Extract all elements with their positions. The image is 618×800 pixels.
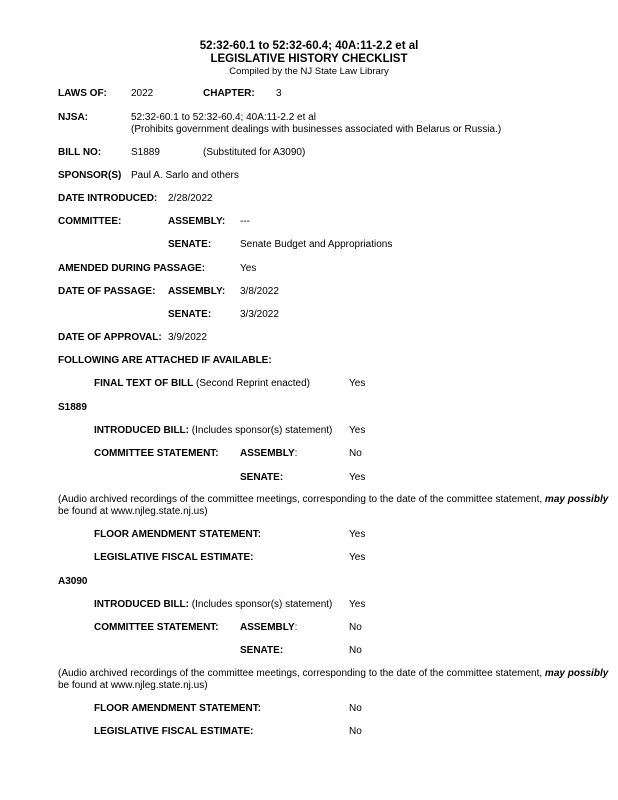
passage-senate-value: 3/3/2022	[240, 309, 279, 320]
s1889-fiscal-label: LEGISLATIVE FISCAL ESTIMATE:	[94, 552, 254, 563]
a3090-assembly-label-wrap	[240, 622, 297, 634]
committee-assembly-value: ---	[240, 216, 250, 227]
a3090-introduced-label: INTRODUCED BILL:	[94, 599, 189, 610]
final-text-value: Yes	[349, 378, 366, 389]
amended-value: Yes	[240, 263, 257, 274]
a3090-audio-note-line2: be found at www.njleg.state.nj.us)	[58, 680, 208, 691]
document-title: 52:32-60.1 to 52:32-60.4; 40A:11-2.2 et al	[199, 40, 419, 52]
a3090-committee-label: COMMITTEE STATEMENT:	[94, 622, 219, 633]
a3090-assembly-value: No	[349, 622, 362, 633]
s1889-committee-label: COMMITTEE STATEMENT:	[94, 448, 219, 459]
passage-assembly-value: 3/8/2022	[240, 286, 279, 297]
njsa-description: (Prohibits government dealings with businesses associated with Belarus or Russia.)	[131, 124, 502, 135]
committee-assembly-label: ASSEMBLY:	[168, 216, 226, 227]
final-text-row	[94, 378, 310, 390]
s1889-introduced-note: (Includes sponsor(s) statement)	[191, 425, 333, 436]
a3090-audio-note-line1	[58, 668, 608, 680]
date-introduced-value: 2/28/2022	[168, 193, 213, 204]
bill-no-label: BILL NO:	[58, 147, 102, 158]
bill-no-note: (Substituted for A3090)	[203, 147, 306, 158]
a3090-floor-label: FLOOR AMENDMENT STATEMENT:	[94, 703, 262, 714]
chapter-value: 3	[276, 88, 282, 99]
a3090-senate-label: SENATE:	[240, 645, 284, 656]
bill-no-value: S1889	[131, 147, 160, 158]
a3090-introduced-row	[94, 599, 332, 611]
s1889-assembly-value: No	[349, 448, 362, 459]
date-of-approval-label: DATE OF APPROVAL:	[58, 332, 162, 343]
a3090-fiscal-label: LEGISLATIVE FISCAL ESTIMATE:	[94, 726, 254, 737]
njsa-value: 52:32-60.1 to 52:32-60.4; 40A:11-2.2 et al	[131, 112, 316, 123]
s1889-introduced-label: INTRODUCED BILL:	[94, 425, 189, 436]
s1889-audio-note-text: (Audio archived recordings of the committee meetings, corresponding to the date of the committee statement,	[58, 494, 543, 505]
a3090-floor-value: No	[349, 703, 362, 714]
sponsors-value: Paul A. Sarlo and others	[131, 170, 239, 181]
sponsors-label: SPONSOR(S)	[58, 170, 122, 181]
a3090-fiscal-value: No	[349, 726, 362, 737]
amended-label: AMENDED DURING PASSAGE:	[58, 263, 206, 274]
document-subtitle: LEGISLATIVE HISTORY CHECKLIST	[210, 53, 408, 65]
date-of-approval-value: 3/9/2022	[168, 332, 207, 343]
s1889-floor-label: FLOOR AMENDMENT STATEMENT:	[94, 529, 262, 540]
s1889-senate-value: Yes	[349, 472, 366, 483]
a3090-senate-value: No	[349, 645, 362, 656]
passage-assembly-label: ASSEMBLY:	[168, 286, 226, 297]
a3090-audio-note-emphasis: may possibly	[544, 668, 609, 679]
final-text-label: FINAL TEXT OF BILL	[94, 378, 194, 389]
s1889-introduced-value: Yes	[349, 425, 366, 436]
a3090-introduced-value: Yes	[349, 599, 366, 610]
passage-senate-label: SENATE:	[168, 309, 212, 320]
date-of-passage-label: DATE OF PASSAGE:	[58, 286, 156, 297]
s1889-audio-note-line1	[58, 494, 608, 506]
a3090-assembly-label: ASSEMBLY	[240, 622, 295, 633]
committee-senate-value: Senate Budget and Appropriations	[240, 239, 393, 250]
njsa-label: NJSA:	[58, 112, 89, 123]
final-text-note: (Second Reprint enacted)	[196, 378, 311, 389]
s1889-fiscal-value: Yes	[349, 552, 366, 563]
attached-heading: FOLLOWING ARE ATTACHED IF AVAILABLE:	[58, 355, 272, 366]
laws-of-value: 2022	[131, 88, 154, 99]
laws-of-label: LAWS OF:	[58, 88, 107, 99]
s1889-audio-note-line2: be found at www.njleg.state.nj.us)	[58, 506, 208, 517]
s1889-assembly-label: ASSEMBLY	[240, 448, 295, 459]
s1889-assembly-colon: :	[294, 448, 298, 459]
s1889-audio-note-emphasis: may possibly	[544, 494, 609, 505]
a3090-audio-note-text: (Audio archived recordings of the committee meetings, corresponding to the date of the committee statement,	[58, 668, 543, 679]
a3090-heading: A3090	[58, 576, 88, 587]
s1889-introduced-row	[94, 425, 332, 437]
s1889-senate-label: SENATE:	[240, 472, 284, 483]
committee-senate-label: SENATE:	[168, 239, 212, 250]
chapter-label: CHAPTER:	[203, 88, 255, 99]
date-introduced-label: DATE INTRODUCED:	[58, 193, 158, 204]
s1889-assembly-label-wrap	[240, 448, 297, 460]
a3090-assembly-colon: :	[294, 622, 298, 633]
compiled-by: Compiled by the NJ State Law Library	[229, 66, 389, 77]
a3090-introduced-note: (Includes sponsor(s) statement)	[191, 599, 333, 610]
s1889-heading: S1889	[58, 402, 87, 413]
s1889-floor-value: Yes	[349, 529, 366, 540]
committee-label: COMMITTEE:	[58, 216, 122, 227]
